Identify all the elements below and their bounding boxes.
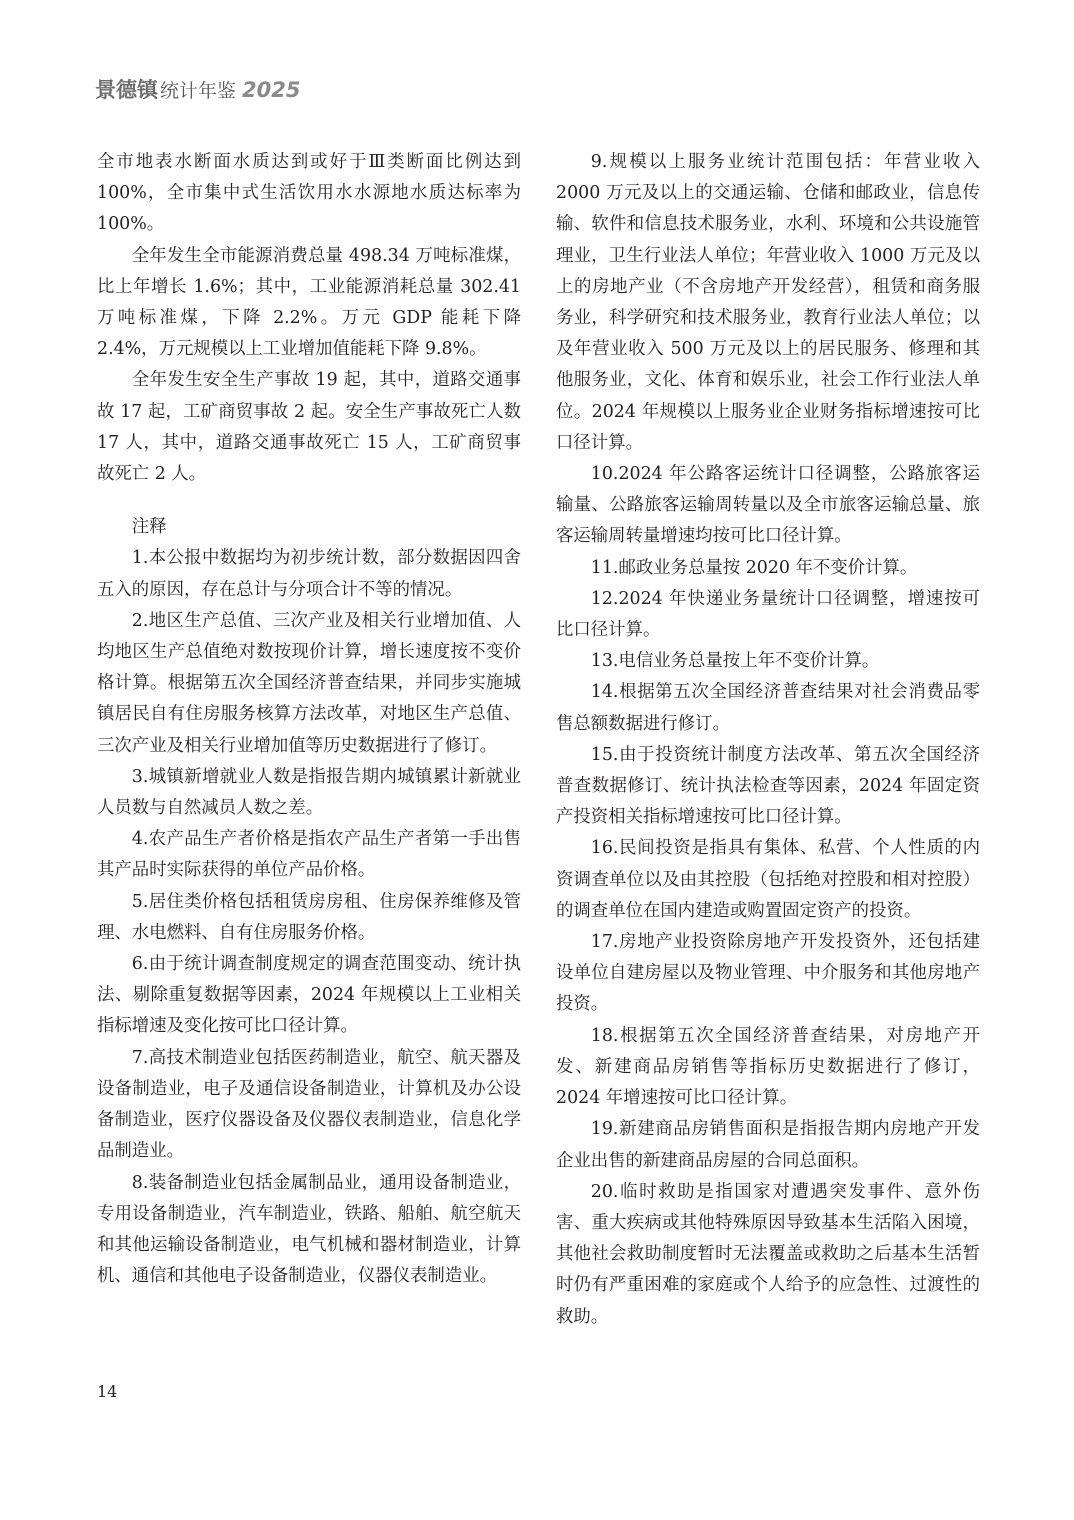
note: 4.农产品生产者价格是指农产品生产者第一手出售其产品时实际获得的单位产品价格。 <box>97 829 521 881</box>
note: 5.居住类价格包括租赁房房租、住房保养维修及管理、水电燃料、自有住房服务价格。 <box>97 891 521 943</box>
note: 20.临时救助是指国家对遭遇突发事件、意外伤害、重大疾病或其他特殊原因导致基本生活陷入困境，其他社会救助制度暂时无法覆盖或救助之后基本生活暂时仍有严重困难的家庭或个人给予的应急性、过渡性的救助。 <box>556 1181 980 1327</box>
note: 15.由于投资统计制度方法改革、第五次全国经济普查数据修订、统计执法检查等因素，2024 年固定资产投资相关指标增速按可比口径计算。 <box>556 744 980 828</box>
note: 2.地区生产总值、三次产业及相关行业增加值、人均地区生产总值绝对数按现价计算，增长速度按不变价格计算。根据第五次全国经济普查结果，并同步实施城镇居民自有住房服务核算方法改革，对地区生产总值、三次产业及相关行业增加值等历史数据进行了修订。 <box>97 610 521 756</box>
note: 17.房地产业投资除房地产开发投资外，还包括建设单位自建房屋以及物业管理、中介服务和其他房地产投资。 <box>556 932 980 1015</box>
left-column <box>97 147 521 1292</box>
running-header <box>95 74 300 104</box>
page-number: 14 <box>97 1382 118 1401</box>
right-column <box>556 147 980 1333</box>
note: 8.装备制造业包括金属制品业，通用设备制造业，专用设备制造业，汽车制造业，铁路、船舶、航空航天和其他运输设备制造业，电气机械和器材制造业，计算机、通信和其他电子设备制造业，仪器仪表制造业。 <box>97 1172 521 1287</box>
paragraph: 全年发生安全生产事故 19 起，其中，道路交通事故 17 起，工矿商贸事故 2 起。安全生产事故死亡人数 17 人，其中，道路交通事故死亡 15 人，工矿商贸事故死亡 2 人。 <box>97 370 521 485</box>
note: 13.电信业务总量按上年不变价计算。 <box>590 651 880 672</box>
paragraph: 全市地表水断面水质达到或好于Ⅲ类断面比例达到 100%，全市集中式生活饮用水水源地水质达标率为 100%。 <box>97 152 521 235</box>
note: 19.新建商品房销售面积是指报告期内房地产开发企业出售的新建商品房屋的合同总面积。 <box>556 1119 980 1171</box>
paragraph: 全年发生全市能源消费总量 498.34 万吨标准煤，比上年增长 1.6%；其中，工业能源消耗总量 302.41 万吨标准煤，下降 2.2%。万元 GDP 能耗下降 2.4%，万元规模以上工业增加值能耗下降 9.8%。 <box>97 245 521 360</box>
note: 14.根据第五次全国经济普查结果对社会消费品零售总额数据进行修订。 <box>556 682 980 734</box>
note: 6.由于统计调查制度规定的调查范围变动、统计执法、剔除重复数据等因素，2024 年规模以上工业相关指标增速及变化按可比口径计算。 <box>97 954 521 1037</box>
header-year: 2025 <box>242 78 301 102</box>
note: 3.城镇新增就业人数是指报告期内城镇累计新就业人员数与自然减员人数之差。 <box>97 766 521 819</box>
note: 18.根据第五次全国经济普查结果，对房地产开发、新建商品房销售等指标历史数据进行了修订，2024 年增速按可比口径计算。 <box>556 1025 980 1109</box>
note: 16.民间投资是指具有集体、私营、个人性质的内资调查单位以及由其控股（包括绝对控股和相对控股）的调查单位在国内建造或购置固定资产的投资。 <box>556 838 980 921</box>
notes-title: 注释 <box>131 517 167 538</box>
header-book: 统计年鉴 <box>160 80 237 102</box>
note: 9.规模以上服务业统计范围包括：年营业收入 2000 万元及以上的交通运输、仓储和邮政业，信息传输、软件和信息技术服务业，水利、环境和公共设施管理业，卫生行业法人单位；年营业收入 1000 万元及以上的房地产业（不含房地产开发经营），租赁和商务服务业，科学研究和技术服务业，教育行业法人单位；以及年营业收入 500 万元及以上的居民服务、修理和其他服务业，文化、体育和娱乐业，社会工作行业法人单位。2024 年规模以上服务业企业财务指标增速按可比口径计算。 <box>556 152 980 453</box>
note: 10.2024 年公路客运统计口径调整，公路旅客运输量、公路旅客运输周转量以及全市旅客运输总量、旅客运输周转量增速均按可比口径计算。 <box>556 464 980 547</box>
note: 1.本公报中数据均为初步统计数，部分数据因四舍五入的原因，存在总计与分项合计不等的情况。 <box>97 548 521 600</box>
note: 11.邮政业务总量按 2020 年不变价计算。 <box>590 557 918 578</box>
note: 12.2024 年快递业务量统计口径调整，增速按可比口径计算。 <box>556 588 980 641</box>
header-city: 景德镇 <box>95 78 158 102</box>
note: 7.高技术制造业包括医药制造业，航空、航天器及设备制造业，电子及通信设备制造业，计算机及办公设备制造业，医疗仪器设备及仪器仪表制造业，信息化学品制造业。 <box>97 1047 521 1162</box>
